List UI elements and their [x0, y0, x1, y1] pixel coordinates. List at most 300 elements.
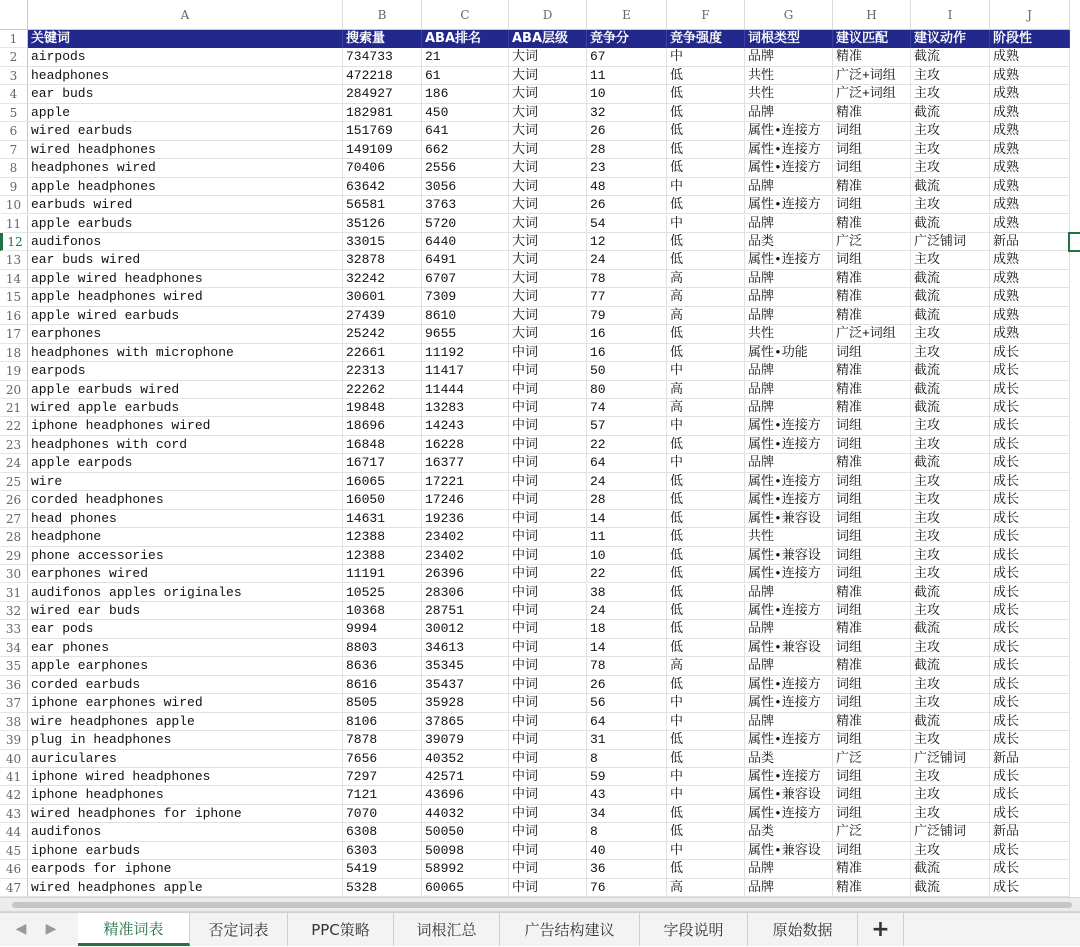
table-cell[interactable]: 低 — [667, 251, 745, 269]
table-cell[interactable]: 大词 — [509, 122, 587, 140]
table-cell[interactable]: 中词 — [509, 510, 587, 528]
table-cell[interactable]: 品牌 — [745, 270, 833, 288]
table-cell[interactable]: 属性•连接方 — [745, 251, 833, 269]
table-cell[interactable]: apple earphones — [28, 657, 343, 675]
table-cell[interactable]: 截流 — [911, 48, 990, 66]
table-cell[interactable]: 词组 — [833, 565, 911, 583]
table-cell[interactable]: 662 — [422, 141, 509, 159]
table-cell[interactable]: 10525 — [343, 584, 422, 602]
table-cell[interactable]: 44032 — [422, 805, 509, 823]
table-cell[interactable]: 大词 — [509, 67, 587, 85]
table-cell[interactable]: 截流 — [911, 307, 990, 325]
table-cell[interactable]: 35928 — [422, 694, 509, 712]
row-number[interactable]: 3 — [0, 67, 28, 85]
table-cell[interactable]: 成长 — [990, 381, 1070, 399]
table-cell[interactable]: 广泛铺词 — [911, 750, 990, 768]
row-number[interactable]: 40 — [0, 750, 28, 768]
table-cell[interactable]: 11444 — [422, 381, 509, 399]
table-cell[interactable]: 24 — [587, 602, 667, 620]
table-cell[interactable]: 8 — [587, 823, 667, 841]
table-cell[interactable]: 广泛铺词 — [911, 233, 990, 251]
table-cell[interactable]: 14 — [587, 510, 667, 528]
prev-sheet-icon[interactable]: ◀ — [15, 921, 27, 937]
table-cell[interactable]: 34 — [587, 805, 667, 823]
column-title-cell[interactable]: 搜索量 — [343, 30, 422, 48]
table-cell[interactable]: 成长 — [990, 602, 1070, 620]
table-cell[interactable]: 成长 — [990, 879, 1070, 897]
table-cell[interactable]: 中词 — [509, 786, 587, 804]
table-cell[interactable]: 8106 — [343, 713, 422, 731]
table-cell[interactable]: 截流 — [911, 860, 990, 878]
table-cell[interactable]: 16 — [587, 344, 667, 362]
table-cell[interactable]: 大词 — [509, 251, 587, 269]
table-cell[interactable]: 词组 — [833, 842, 911, 860]
table-cell[interactable]: 80 — [587, 381, 667, 399]
table-cell[interactable]: 32242 — [343, 270, 422, 288]
row-number[interactable]: 43 — [0, 805, 28, 823]
table-cell[interactable]: 低 — [667, 676, 745, 694]
table-cell[interactable]: 共性 — [745, 528, 833, 546]
table-cell[interactable]: 中词 — [509, 713, 587, 731]
table-cell[interactable]: 成长 — [990, 768, 1070, 786]
table-cell[interactable]: 截流 — [911, 381, 990, 399]
table-cell[interactable]: 主攻 — [911, 344, 990, 362]
table-cell[interactable]: 大词 — [509, 48, 587, 66]
table-cell[interactable]: 50 — [587, 362, 667, 380]
table-cell[interactable]: 品牌 — [745, 584, 833, 602]
table-cell[interactable]: 低 — [667, 141, 745, 159]
table-cell[interactable]: 品牌 — [745, 48, 833, 66]
table-cell[interactable]: 低 — [667, 510, 745, 528]
table-cell[interactable]: 词组 — [833, 528, 911, 546]
table-cell[interactable]: 低 — [667, 473, 745, 491]
row-number[interactable]: 25 — [0, 473, 28, 491]
table-cell[interactable]: 24 — [587, 473, 667, 491]
table-cell[interactable]: 截流 — [911, 657, 990, 675]
table-cell[interactable]: 词组 — [833, 547, 911, 565]
table-cell[interactable]: 成熟 — [990, 251, 1070, 269]
table-cell[interactable]: 高 — [667, 381, 745, 399]
table-cell[interactable]: 641 — [422, 122, 509, 140]
table-cell[interactable]: 共性 — [745, 85, 833, 103]
row-number[interactable]: 26 — [0, 491, 28, 509]
table-cell[interactable]: 成长 — [990, 657, 1070, 675]
table-cell[interactable]: 词组 — [833, 141, 911, 159]
table-cell[interactable]: 7878 — [343, 731, 422, 749]
table-cell[interactable]: 词组 — [833, 196, 911, 214]
table-cell[interactable]: audifonos — [28, 233, 343, 251]
table-cell[interactable]: 8610 — [422, 307, 509, 325]
table-cell[interactable]: 50050 — [422, 823, 509, 841]
table-cell[interactable]: 精准 — [833, 860, 911, 878]
table-cell[interactable]: 33015 — [343, 233, 422, 251]
table-cell[interactable]: 精准 — [833, 288, 911, 306]
table-cell[interactable]: apple wired earbuds — [28, 307, 343, 325]
table-cell[interactable]: 中 — [667, 694, 745, 712]
table-cell[interactable]: earpods for iphone — [28, 860, 343, 878]
table-cell[interactable]: 成熟 — [990, 178, 1070, 196]
table-cell[interactable]: 成熟 — [990, 159, 1070, 177]
table-cell[interactable]: 17221 — [422, 473, 509, 491]
table-cell[interactable]: 42571 — [422, 768, 509, 786]
table-cell[interactable]: 中 — [667, 417, 745, 435]
table-cell[interactable]: apple earbuds — [28, 215, 343, 233]
table-cell[interactable]: 11 — [587, 67, 667, 85]
table-cell[interactable]: headphone — [28, 528, 343, 546]
table-cell[interactable]: headphones wired — [28, 159, 343, 177]
row-number[interactable]: 28 — [0, 528, 28, 546]
table-cell[interactable]: 79 — [587, 307, 667, 325]
table-cell[interactable]: 182981 — [343, 104, 422, 122]
table-cell[interactable]: 主攻 — [911, 694, 990, 712]
sheet-tab[interactable]: 否定词表 — [190, 913, 288, 946]
row-number[interactable]: 30 — [0, 565, 28, 583]
table-cell[interactable]: 广泛 — [833, 750, 911, 768]
table-cell[interactable]: 精准 — [833, 215, 911, 233]
table-cell[interactable]: 11192 — [422, 344, 509, 362]
table-cell[interactable]: 词组 — [833, 251, 911, 269]
row-number[interactable]: 4 — [0, 85, 28, 103]
table-cell[interactable]: 主攻 — [911, 676, 990, 694]
table-cell[interactable]: 成长 — [990, 584, 1070, 602]
table-cell[interactable]: 10368 — [343, 602, 422, 620]
select-all-corner[interactable] — [0, 0, 28, 30]
table-cell[interactable]: 品牌 — [745, 381, 833, 399]
table-cell[interactable]: 成长 — [990, 399, 1070, 417]
table-cell[interactable]: wired headphones for iphone — [28, 805, 343, 823]
table-cell[interactable]: wired apple earbuds — [28, 399, 343, 417]
table-cell[interactable]: 6308 — [343, 823, 422, 841]
table-cell[interactable]: 低 — [667, 491, 745, 509]
table-cell[interactable]: 2556 — [422, 159, 509, 177]
row-number[interactable]: 35 — [0, 657, 28, 675]
table-cell[interactable]: 词组 — [833, 602, 911, 620]
table-cell[interactable]: 14 — [587, 639, 667, 657]
row-number[interactable]: 7 — [0, 141, 28, 159]
table-cell[interactable]: 32 — [587, 104, 667, 122]
table-cell[interactable]: 低 — [667, 159, 745, 177]
table-cell[interactable]: 7656 — [343, 750, 422, 768]
table-cell[interactable]: 低 — [667, 750, 745, 768]
row-number[interactable]: 38 — [0, 713, 28, 731]
table-cell[interactable]: 16848 — [343, 436, 422, 454]
table-cell[interactable]: wired earbuds — [28, 122, 343, 140]
table-cell[interactable]: 25242 — [343, 325, 422, 343]
table-cell[interactable]: 63642 — [343, 178, 422, 196]
table-cell[interactable]: 主攻 — [911, 122, 990, 140]
table-cell[interactable]: 共性 — [745, 325, 833, 343]
table-cell[interactable]: 截流 — [911, 288, 990, 306]
table-cell[interactable]: 成长 — [990, 860, 1070, 878]
table-cell[interactable]: 11417 — [422, 362, 509, 380]
table-cell[interactable]: headphones with cord — [28, 436, 343, 454]
table-cell[interactable]: 精准 — [833, 178, 911, 196]
column-title-cell[interactable]: 竞争强度 — [667, 30, 745, 48]
row-number[interactable]: 44 — [0, 823, 28, 841]
table-cell[interactable]: 中 — [667, 768, 745, 786]
table-cell[interactable]: 中 — [667, 454, 745, 472]
table-cell[interactable]: 28 — [587, 491, 667, 509]
table-cell[interactable]: 主攻 — [911, 805, 990, 823]
table-cell[interactable]: 主攻 — [911, 731, 990, 749]
sheet-tab[interactable]: 字段说明 — [640, 913, 748, 946]
column-title-cell[interactable]: 建议动作 — [911, 30, 990, 48]
row-number[interactable]: 11 — [0, 215, 28, 233]
sheet-tab[interactable]: 原始数据 — [748, 913, 858, 946]
row-number[interactable]: 9 — [0, 178, 28, 196]
table-cell[interactable]: 中词 — [509, 805, 587, 823]
table-cell[interactable]: 成长 — [990, 473, 1070, 491]
table-cell[interactable]: 品类 — [745, 823, 833, 841]
table-cell[interactable]: 品牌 — [745, 399, 833, 417]
table-cell[interactable]: 67 — [587, 48, 667, 66]
row-number[interactable]: 33 — [0, 620, 28, 638]
table-cell[interactable]: 成长 — [990, 639, 1070, 657]
table-cell[interactable]: 低 — [667, 196, 745, 214]
table-cell[interactable]: 21 — [422, 48, 509, 66]
table-cell[interactable]: 词组 — [833, 731, 911, 749]
table-cell[interactable]: 14243 — [422, 417, 509, 435]
table-cell[interactable]: 成长 — [990, 510, 1070, 528]
table-cell[interactable]: 成长 — [990, 620, 1070, 638]
table-cell[interactable]: 品牌 — [745, 178, 833, 196]
table-cell[interactable]: 高 — [667, 307, 745, 325]
table-cell[interactable]: 中词 — [509, 362, 587, 380]
table-cell[interactable]: 主攻 — [911, 547, 990, 565]
table-cell[interactable]: 76 — [587, 879, 667, 897]
table-cell[interactable]: 低 — [667, 602, 745, 620]
table-cell[interactable]: 成熟 — [990, 122, 1070, 140]
table-cell[interactable]: ear buds wired — [28, 251, 343, 269]
table-cell[interactable]: 成长 — [990, 491, 1070, 509]
table-cell[interactable]: 精准 — [833, 362, 911, 380]
table-cell[interactable]: 主攻 — [911, 786, 990, 804]
table-cell[interactable]: 品牌 — [745, 713, 833, 731]
table-cell[interactable]: apple earpods — [28, 454, 343, 472]
table-cell[interactable]: earpods — [28, 362, 343, 380]
table-cell[interactable]: 高 — [667, 270, 745, 288]
table-cell[interactable]: 主攻 — [911, 417, 990, 435]
table-cell[interactable]: 属性•兼容设 — [745, 786, 833, 804]
table-cell[interactable]: 成长 — [990, 565, 1070, 583]
table-cell[interactable]: 中词 — [509, 620, 587, 638]
table-cell[interactable]: 新品 — [990, 823, 1070, 841]
table-cell[interactable]: 主攻 — [911, 436, 990, 454]
table-cell[interactable]: 属性•连接方 — [745, 122, 833, 140]
table-cell[interactable]: 中词 — [509, 694, 587, 712]
row-number[interactable]: 10 — [0, 196, 28, 214]
table-cell[interactable]: 中 — [667, 48, 745, 66]
row-number[interactable]: 8 — [0, 159, 28, 177]
table-cell[interactable]: 9994 — [343, 620, 422, 638]
table-cell[interactable]: 16377 — [422, 454, 509, 472]
table-cell[interactable]: 品类 — [745, 750, 833, 768]
table-cell[interactable]: 472218 — [343, 67, 422, 85]
table-cell[interactable]: 26 — [587, 122, 667, 140]
table-cell[interactable]: 主攻 — [911, 565, 990, 583]
table-cell[interactable]: 广泛 — [833, 823, 911, 841]
table-cell[interactable]: 18 — [587, 620, 667, 638]
table-cell[interactable]: 主攻 — [911, 196, 990, 214]
row-number[interactable]: 18 — [0, 344, 28, 362]
table-cell[interactable]: 中词 — [509, 436, 587, 454]
table-cell[interactable]: ear pods — [28, 620, 343, 638]
table-cell[interactable]: 精准 — [833, 48, 911, 66]
table-cell[interactable]: 词组 — [833, 417, 911, 435]
table-cell[interactable]: 6303 — [343, 842, 422, 860]
table-cell[interactable]: 精准 — [833, 307, 911, 325]
table-cell[interactable]: 低 — [667, 547, 745, 565]
table-cell[interactable]: 成长 — [990, 731, 1070, 749]
table-cell[interactable]: 中词 — [509, 417, 587, 435]
table-cell[interactable]: 大词 — [509, 325, 587, 343]
horizontal-scrollbar[interactable] — [0, 897, 1080, 912]
table-cell[interactable]: 中词 — [509, 731, 587, 749]
row-number[interactable]: 29 — [0, 547, 28, 565]
table-cell[interactable]: 中词 — [509, 547, 587, 565]
table-cell[interactable]: 精准 — [833, 620, 911, 638]
table-cell[interactable]: 广泛+词组 — [833, 325, 911, 343]
column-header-j[interactable]: J — [990, 0, 1070, 30]
table-cell[interactable]: 成长 — [990, 842, 1070, 860]
table-cell[interactable]: 40 — [587, 842, 667, 860]
table-cell[interactable]: 共性 — [745, 67, 833, 85]
table-cell[interactable]: 截流 — [911, 454, 990, 472]
row-number[interactable]: 16 — [0, 307, 28, 325]
table-cell[interactable]: 属性•连接方 — [745, 768, 833, 786]
table-cell[interactable]: 23 — [587, 159, 667, 177]
table-cell[interactable]: 26 — [587, 196, 667, 214]
table-cell[interactable]: head phones — [28, 510, 343, 528]
table-cell[interactable]: 词组 — [833, 510, 911, 528]
table-cell[interactable]: 中词 — [509, 860, 587, 878]
column-header-h[interactable]: H — [833, 0, 911, 30]
table-cell[interactable]: auriculares — [28, 750, 343, 768]
column-header-a[interactable]: A — [28, 0, 343, 30]
table-cell[interactable]: 词组 — [833, 694, 911, 712]
table-cell[interactable]: 中 — [667, 178, 745, 196]
table-cell[interactable]: 属性•连接方 — [745, 436, 833, 454]
row-number[interactable]: 6 — [0, 122, 28, 140]
table-cell[interactable]: 词组 — [833, 676, 911, 694]
table-cell[interactable]: 10 — [587, 547, 667, 565]
table-cell[interactable]: 成长 — [990, 344, 1070, 362]
table-cell[interactable]: 词组 — [833, 473, 911, 491]
row-number[interactable]: 5 — [0, 104, 28, 122]
table-cell[interactable]: wire headphones apple — [28, 713, 343, 731]
table-cell[interactable]: 28306 — [422, 584, 509, 602]
column-header-i[interactable]: I — [911, 0, 990, 30]
table-cell[interactable]: 3763 — [422, 196, 509, 214]
row-number[interactable]: 23 — [0, 436, 28, 454]
table-cell[interactable]: earbuds wired — [28, 196, 343, 214]
table-cell[interactable]: 低 — [667, 344, 745, 362]
sheet-tab[interactable]: PPC策略 — [288, 913, 394, 946]
table-cell[interactable]: phone accessories — [28, 547, 343, 565]
table-cell[interactable]: 属性•连接方 — [745, 491, 833, 509]
table-cell[interactable]: apple headphones wired — [28, 288, 343, 306]
table-cell[interactable]: 成熟 — [990, 48, 1070, 66]
table-cell[interactable]: 74 — [587, 399, 667, 417]
row-number[interactable]: 14 — [0, 270, 28, 288]
table-cell[interactable]: 16228 — [422, 436, 509, 454]
table-cell[interactable]: 12 — [587, 233, 667, 251]
table-cell[interactable]: 低 — [667, 233, 745, 251]
table-cell[interactable]: 中词 — [509, 454, 587, 472]
table-cell[interactable]: 品牌 — [745, 104, 833, 122]
table-cell[interactable]: 5328 — [343, 879, 422, 897]
table-cell[interactable]: 属性•连接方 — [745, 676, 833, 694]
table-cell[interactable]: 品牌 — [745, 657, 833, 675]
row-number[interactable]: 47 — [0, 879, 28, 897]
table-cell[interactable]: 广泛铺词 — [911, 823, 990, 841]
table-cell[interactable]: 6707 — [422, 270, 509, 288]
table-cell[interactable]: 6440 — [422, 233, 509, 251]
table-cell[interactable]: 734733 — [343, 48, 422, 66]
table-cell[interactable]: 5720 — [422, 215, 509, 233]
table-cell[interactable]: 大词 — [509, 178, 587, 196]
table-cell[interactable]: 56581 — [343, 196, 422, 214]
table-cell[interactable]: 3056 — [422, 178, 509, 196]
table-cell[interactable]: 7070 — [343, 805, 422, 823]
table-cell[interactable]: 广泛+词组 — [833, 67, 911, 85]
table-cell[interactable]: 低 — [667, 805, 745, 823]
table-cell[interactable]: 大词 — [509, 215, 587, 233]
table-cell[interactable]: 中词 — [509, 584, 587, 602]
table-cell[interactable]: wired ear buds — [28, 602, 343, 620]
table-cell[interactable]: 属性•连接方 — [745, 417, 833, 435]
row-number[interactable]: 12 — [0, 233, 28, 251]
table-cell[interactable]: 属性•兼容设 — [745, 547, 833, 565]
table-cell[interactable]: 属性•兼容设 — [745, 842, 833, 860]
table-cell[interactable]: 主攻 — [911, 528, 990, 546]
table-cell[interactable]: 大词 — [509, 270, 587, 288]
table-cell[interactable]: 22262 — [343, 381, 422, 399]
table-cell[interactable]: 149109 — [343, 141, 422, 159]
table-cell[interactable]: 35345 — [422, 657, 509, 675]
table-cell[interactable]: 广泛 — [833, 233, 911, 251]
table-cell[interactable]: 主攻 — [911, 159, 990, 177]
table-cell[interactable]: 低 — [667, 436, 745, 454]
table-cell[interactable]: iphone earbuds — [28, 842, 343, 860]
table-cell[interactable]: 11191 — [343, 565, 422, 583]
table-cell[interactable]: 大词 — [509, 104, 587, 122]
table-cell[interactable]: 成长 — [990, 713, 1070, 731]
table-cell[interactable]: 成熟 — [990, 325, 1070, 343]
table-cell[interactable]: 品牌 — [745, 307, 833, 325]
table-cell[interactable]: 中 — [667, 362, 745, 380]
table-cell[interactable]: 主攻 — [911, 768, 990, 786]
table-cell[interactable]: 截流 — [911, 178, 990, 196]
table-cell[interactable]: 成长 — [990, 362, 1070, 380]
table-cell[interactable]: 中词 — [509, 602, 587, 620]
table-cell[interactable]: 70406 — [343, 159, 422, 177]
table-cell[interactable]: 大词 — [509, 307, 587, 325]
table-cell[interactable]: 32878 — [343, 251, 422, 269]
table-cell[interactable]: 中词 — [509, 657, 587, 675]
table-cell[interactable]: 新品 — [990, 750, 1070, 768]
table-cell[interactable]: 属性•连接方 — [745, 694, 833, 712]
row-number[interactable]: 41 — [0, 768, 28, 786]
table-cell[interactable]: 截流 — [911, 362, 990, 380]
table-cell[interactable]: 中词 — [509, 491, 587, 509]
table-cell[interactable]: 43696 — [422, 786, 509, 804]
table-cell[interactable]: 大词 — [509, 233, 587, 251]
table-cell[interactable]: 品牌 — [745, 362, 833, 380]
table-cell[interactable]: 属性•兼容设 — [745, 510, 833, 528]
table-cell[interactable]: 主攻 — [911, 510, 990, 528]
table-cell[interactable]: 78 — [587, 270, 667, 288]
